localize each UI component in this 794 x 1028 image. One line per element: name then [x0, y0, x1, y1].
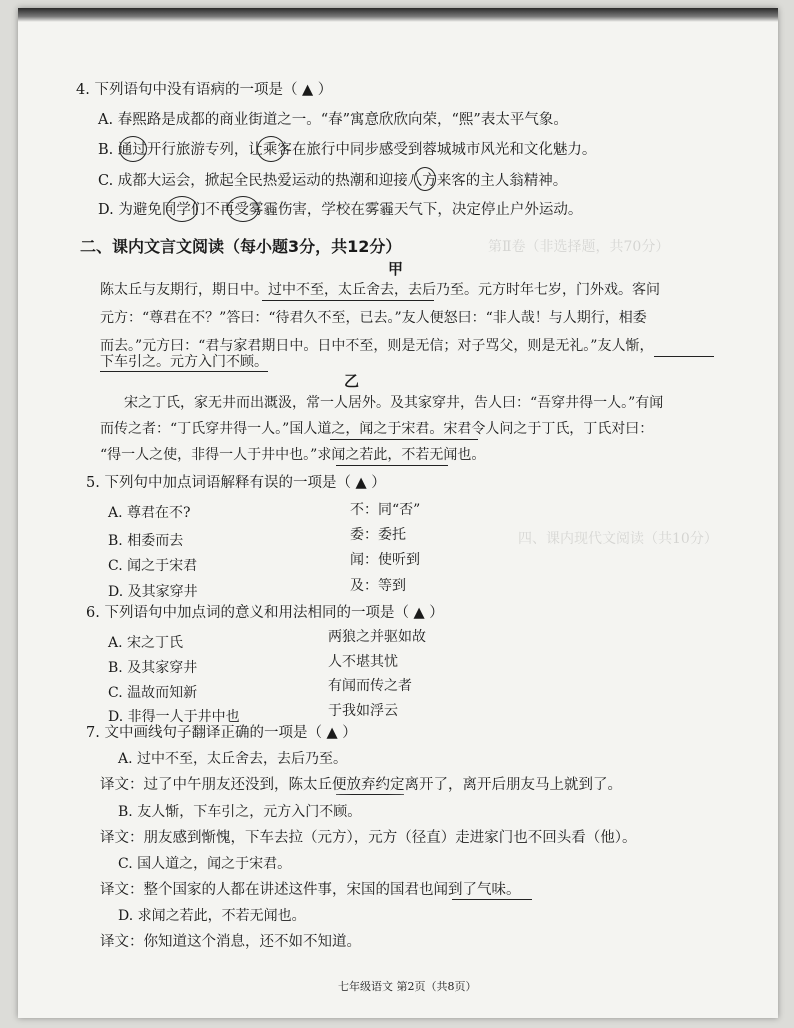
handwritten-underline — [452, 899, 532, 900]
handwritten-underline — [336, 794, 404, 795]
question-7-option-a-translation: 译文：过了中午朋友还没到，陈太丘便放弃约定离开了，离开后朋友马上就到了。 — [100, 777, 622, 793]
passage-jia-line-1: 陈太丘与友期行，期日中。过中不至，太丘舍去，去后乃至。元方时年七岁，门外戏。客问 — [100, 282, 660, 298]
question-5-option-c: C. 闻之于宋君 — [108, 558, 198, 574]
handwritten-circle — [166, 196, 198, 222]
passage-jia-line-4: 下车引之。元方入门不顾。 — [100, 354, 268, 370]
page-footer: 七年级语文 第2页（共8页） — [338, 980, 477, 993]
question-6-option-b-compare: 人不堪其忧 — [328, 654, 398, 670]
handwritten-circle — [257, 136, 285, 162]
passage-yi-line-2: 而传之者：“丁氏穿井得一人。”国人道之，闻之于宋君。宋君令人问之于丁氏，丁氏对曰： — [100, 421, 654, 437]
passage-yi-label: 乙 — [344, 372, 360, 390]
handwritten-circle — [227, 196, 259, 222]
question-4-stem: 4. 下列语句中没有语病的一项是（ ▲ ） — [76, 82, 333, 98]
question-5-stem: 5. 下列句中加点词语解释有误的一项是（ ▲ ） — [86, 475, 386, 491]
handwritten-circle — [119, 136, 147, 162]
passage-jia-label: 甲 — [388, 260, 404, 278]
question-5-option-d: D. 及其家穿井 — [108, 584, 198, 600]
exam-page — [18, 8, 778, 1018]
question-4-option-d: D. 为避免同学们不再受雾霾伤害，学校在雾霾天气下，决定停止户外运动。 — [98, 202, 583, 218]
question-5-option-b-gloss: 委：委托 — [350, 527, 406, 543]
question-6-option-d-compare: 于我如浮云 — [328, 703, 398, 719]
bleed-through-text: 第Ⅱ卷（非选择题，共70分） — [488, 239, 670, 255]
question-7-option-a: A. 过中不至，太丘舍去，去后乃至。 — [118, 751, 348, 767]
question-5-option-b: B. 相委而去 — [108, 533, 184, 549]
section-2-title: 二、课内文言文阅读（每小题3分，共12分） — [80, 237, 402, 256]
question-7-option-d: D. 求闻之若此，不若无闻也。 — [118, 908, 306, 924]
question-6-option-c: C. 温故而知新 — [108, 685, 198, 701]
question-5-option-c-gloss: 闻：使听到 — [350, 552, 420, 568]
question-6-option-b: B. 及其家穿井 — [108, 660, 198, 676]
question-7-option-d-translation: 译文：你知道这个消息，还不如不知道。 — [100, 934, 361, 950]
question-4-option-b: B. 通过开行旅游专列，让乘客在旅行中同步感受到蓉城城市风光和文化魅力。 — [98, 142, 597, 158]
scan-edge — [18, 8, 778, 22]
question-6-option-c-compare: 有闻而传之者 — [328, 678, 412, 694]
question-7-option-c: C. 国人道之，闻之于宋君。 — [118, 856, 292, 872]
question-7-option-c-translation: 译文：整个国家的人都在讲述这件事，宋国的国君也闻到了气味。 — [100, 882, 521, 898]
question-7-option-b-translation: 译文：朋友感到惭愧，下车去拉（元方），元方（径直）走进家门也不回头看（他）。 — [100, 830, 637, 846]
question-5-option-a-gloss: 不：同“否” — [350, 502, 421, 518]
question-5-option-d-gloss: 及：等到 — [350, 578, 406, 594]
question-4-option-c: C. 成都大运会，掀起全民热爱运动的热潮和迎接八方来客的主人翁精神。 — [98, 173, 568, 189]
passage-yi-line-3: “得一人之使，非得一人于井中也。”求闻之若此，不若无闻也。 — [100, 447, 486, 463]
passage-yi-line-1: 宋之丁氏，家无井而出溉汲，常一人居外。及其家穿井，告人曰：“吾穿井得一人。”有闻 — [124, 395, 664, 411]
passage-jia-line-2: 元方：“尊君在不？”答曰：“待君久不至，已去。”友人便怒曰：“非人哉！与人期行，相委 — [100, 310, 647, 326]
passage-jia-line-3: 而去。”元方曰：“君与家君期日中。日中不至，则是无信；对子骂父，则是无礼。”友人惭， — [100, 338, 654, 354]
question-6-option-d: D. 非得一人于井中也 — [108, 709, 240, 725]
bleed-through-text: 四、课内现代文阅读（共10分） — [518, 531, 718, 547]
underline — [262, 299, 434, 301]
question-7-stem: 7. 文中画线句子翻译正确的一项是（ ▲ ） — [86, 725, 357, 741]
underline — [336, 464, 448, 466]
underline — [654, 355, 714, 357]
question-4-option-a: A. 春熙路是成都的商业街道之一。“春”寓意欣欣向荣，“熙”表太平气象。 — [98, 112, 568, 128]
question-6-stem: 6. 下列语句中加点词的意义和用法相同的一项是（ ▲ ） — [86, 605, 444, 621]
question-5-option-a: A. 尊君在不? — [108, 505, 191, 521]
underline — [330, 438, 478, 440]
handwritten-circle — [414, 167, 436, 191]
question-7-option-b: B. 友人惭，下车引之，元方入门不顾。 — [118, 804, 362, 820]
question-6-option-a: A. 宋之丁氏 — [108, 635, 184, 651]
question-6-option-a-compare: 两狼之并驱如故 — [328, 629, 426, 645]
